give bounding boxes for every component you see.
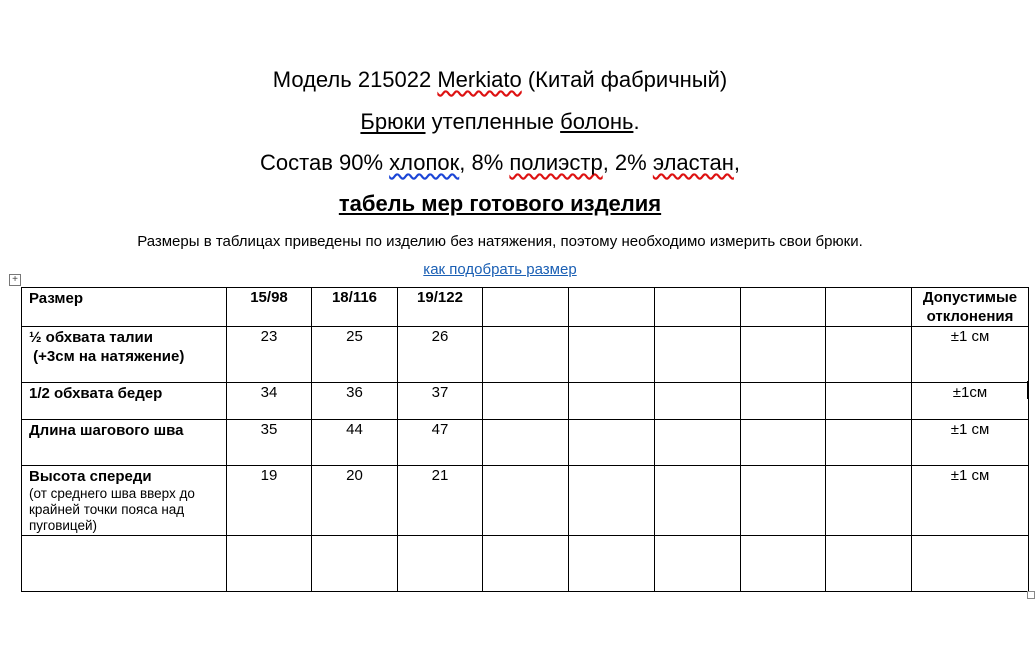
row-divider-mark [1027,381,1028,399]
value-cell: 36 [312,383,398,420]
row-label-waist [22,327,227,383]
empty-cell [826,383,912,420]
empty-cell [826,327,912,383]
empty-cell [826,466,912,536]
table-row [22,536,1029,592]
value-cell: 23 [227,327,312,383]
empty-cell [569,383,655,420]
composition-elastane: эластан [652,150,734,175]
composition-suffix: , [733,150,740,175]
empty-cell [826,536,912,592]
value-cell: 25 [312,327,398,383]
size-column-header: 18/116 [312,288,398,327]
row-label-inseam: Длина шагового шва [22,420,227,466]
value-cell: 35 [227,420,312,466]
empty-cell [398,536,483,592]
product-middle: утепленные [425,109,561,134]
empty-cell [655,383,741,420]
empty-cell [741,288,826,327]
empty-cell [312,536,398,592]
empty-cell [655,420,741,466]
move-handle-icon[interactable]: + [9,274,21,286]
empty-cell [655,327,741,383]
tolerance-header [912,288,1029,327]
empty-cell [741,536,826,592]
composition-mid1: , 8% [459,150,510,175]
empty-cell [483,327,569,383]
empty-cell [569,327,655,383]
empty-cell [912,536,1029,592]
value-cell: 20 [312,466,398,536]
tolerance-cell: ±1 см [912,466,1029,536]
empty-cell [655,288,741,327]
row-label-text: ½ обхвата талии [29,329,153,346]
size-table [21,287,1029,592]
empty-cell [22,536,227,592]
table-row [22,466,1029,536]
value-cell: 44 [312,420,398,466]
size-column-header: 19/122 [398,288,483,327]
composition-mid2: , 2% [602,150,653,175]
model-suffix: (Китай фабричный) [521,67,728,92]
product-word1: Брюки [360,109,426,134]
empty-cell [826,288,912,327]
tolerance-cell: ±1 см [912,327,1029,383]
empty-cell [826,420,912,466]
empty-cell [741,327,826,383]
model-title [0,67,1000,93]
table-row [22,420,1029,466]
measurements-title: табель мер готового изделия [338,191,662,216]
table-header-row [22,288,1029,327]
value-cell: 21 [398,466,483,536]
model-prefix: Модель 215022 [272,67,438,92]
measurement-note: Размеры в таблицах приведены по изделию без натяжения, поэтому необходимо измерить свои брюки. [137,233,863,250]
composition-cotton: хлопок [389,150,460,175]
value-cell: 19 [227,466,312,536]
product-word2: болонь [560,109,634,134]
composition-prefix: Состав 90% [260,150,390,175]
empty-cell [569,536,655,592]
row-label-extra: (+3см на натяжение) [29,348,185,365]
empty-cell [655,536,741,592]
empty-cell [655,466,741,536]
resize-handle-icon[interactable] [1027,591,1035,599]
empty-cell [483,420,569,466]
product-suffix: . [633,109,640,134]
product-title [0,109,1000,135]
tolerance-header-line2: отклонения [926,308,1014,325]
empty-cell [227,536,312,592]
row-label-front-rise [22,466,227,536]
row-label-text: Высота спереди [29,468,152,485]
empty-cell [483,466,569,536]
empty-cell [483,383,569,420]
table-row [22,383,1029,420]
empty-cell [483,536,569,592]
tolerance-header-line1: Допустимые [922,289,1018,306]
size-guide-line [0,261,1000,278]
empty-cell [569,420,655,466]
size-column-header: 15/98 [227,288,312,327]
empty-cell [569,466,655,536]
empty-cell [741,466,826,536]
row-label-hips: 1/2 обхвата бедер [22,383,227,420]
empty-cell [741,420,826,466]
empty-cell [483,288,569,327]
value-cell: 26 [398,327,483,383]
brand-name: Merkiato [437,67,522,92]
composition-polyester: полиэстр [509,150,603,175]
table-row [22,327,1029,383]
value-cell: 37 [398,383,483,420]
row-label-note: (от среднего шва вверх до крайней точки пояса над пуговицей) [29,486,195,533]
value-cell: 34 [227,383,312,420]
size-header-cell: Размер [22,288,227,327]
size-guide-link[interactable]: как подобрать размер [423,261,577,278]
value-cell: 47 [398,420,483,466]
empty-cell [741,383,826,420]
tolerance-cell: ±1см [912,383,1029,420]
composition-line [0,150,1000,176]
empty-cell [569,288,655,327]
tolerance-cell: ±1 см [912,420,1029,466]
